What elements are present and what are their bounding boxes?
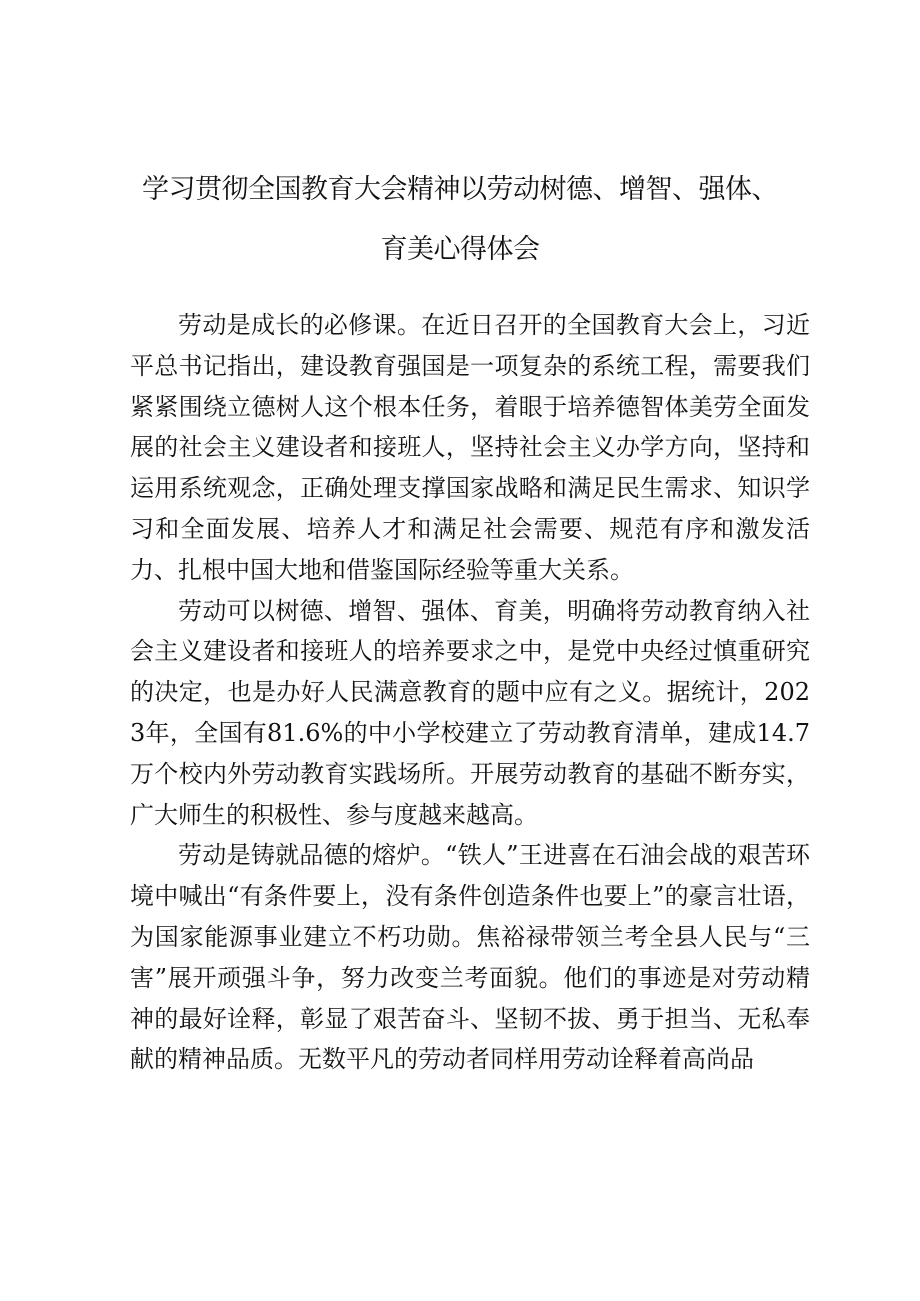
paragraph-2: 劳动可以树德、增智、强体、育美，明确将劳动教育纳入社会主义建设者和接班人的培养要求之中，是党中央经过慎重研究的决定，也是办好人民满意教育的题中应有之义。据统计，2023年，全国有81.6%的中小学校建立了劳动教育清单，建成14.7万个校内外劳动教育实践场所。开展劳动教育的基础不断夯实，广大师生的积极性、参与度越来越高。 [130,596,810,829]
paragraph-1: 劳动是成长的必修课。在近日召开的全国教育大会上，习近平总书记指出，建设教育强国是一项复杂的系统工程，需要我们紧紧围绕立德树人这个根本任务，着眼于培养德智体美劳全面发展的社会主义建设者和接班人，坚持社会主义办学方向，坚持和运用系统观念，正确处理支撑国家战略和满足民生需求、知识学习和全面发展、培养人才和满足社会需要、规范有序和激发活力、扎根中国大地和借鉴国际经验等重大关系。 [130,311,810,584]
paragraph-3: 劳动是铸就品德的熔炉。“铁人”王进喜在石油会战的艰苦环境中喊出“有条件要上，没有条件创造条件也要上”的豪言壮语，为国家能源事业建立不朽功勋。焦裕禄带领兰考全县人民与“三害”展开顽强斗争，努力改变兰考面貌。他们的事迹是对劳动精神的最好诠释，彰显了艰苦奋斗、坚韧不拔、勇于担当、无私奉献的精神品质。无数平凡的劳动者同样用劳动诠释着高尚品 [130,841,810,1074]
title-line-1: 学习贯彻全国教育大会精神以劳动树德、增智、强体、 [142,174,778,205]
title-line-2: 育美心得体会 [380,234,540,265]
document-title [110,160,810,280]
document-body [130,305,810,1080]
